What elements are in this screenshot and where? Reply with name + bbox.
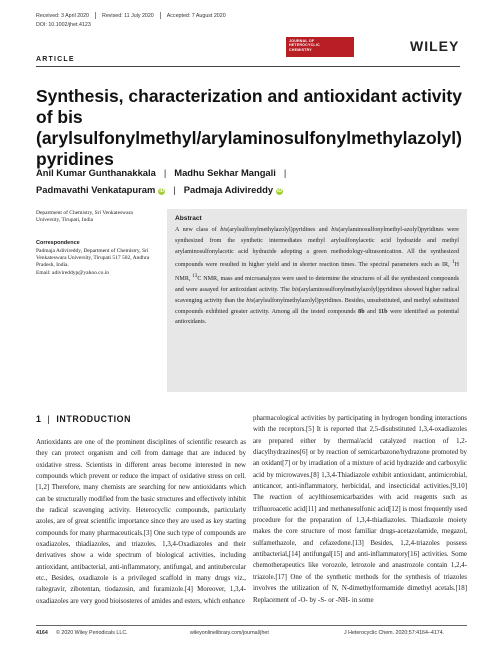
- abstract-box: [167, 209, 467, 392]
- correspondence-address: Padmaja Adivireddy, Department of Chemistry, Sri Venkateswara University, Tirupati 517 502, Andhra Pradesh, India.: [36, 248, 150, 269]
- correspondence-heading: Correspondence: [36, 240, 80, 246]
- section-title: INTRODUCTION: [56, 414, 132, 424]
- article-title: Synthesis, characterization and antioxidant activity of bis (arylsulfonylmethyl/arylaminosulfonylmethylazolyl) pyridines: [36, 86, 462, 169]
- author-separator: |: [163, 167, 167, 178]
- section-separator: |: [47, 414, 51, 424]
- author-separator: |: [173, 184, 176, 195]
- page-number: 4164: [36, 630, 48, 636]
- author-name[interactable]: Padmaja Adivireddy: [183, 184, 274, 195]
- date-separator: [95, 12, 96, 19]
- doi-link[interactable]: DOI: 10.1002/jhet.4123: [36, 22, 91, 28]
- section-number: 1: [36, 414, 42, 424]
- section-heading: [36, 414, 131, 424]
- footer-divider: [36, 625, 467, 626]
- date-separator: [160, 12, 161, 19]
- author-list: [36, 164, 466, 198]
- journal-logo-line: JOURNAL OF: [289, 39, 315, 43]
- author-name[interactable]: Padmavathi Venkatapuram: [36, 184, 156, 195]
- abstract-heading: Abstract: [175, 215, 202, 222]
- author-name[interactable]: Anil Kumar Gunthanakkala: [36, 167, 156, 178]
- abstract-text: A new class of bis(arylsulfonylmethylazolyl)pyridines and bis(arylaminosulfonylmethyl-azolyl)pyridines were synthesized from the synthetic intermediates methyl arylsulfonylacetic acid hydrazide and methyl arylaminosulfonylacetic acid hydrazide adopting a green methodology-ultrasonication. All the synthesized compounds were resulted in higher yield and in shorter reaction times. The spectral parameters such as IR, $^1$H NMR, $^{13}$C NMR, mass and microanalyzes were used to determine the structures of all the synthesized compounds and were assayed for antioxidant activity. The bis(arylaminosulfonylmethylazolyl)pyridines showed higher radical scavenging activity than the bis(arylsulfonylmethylazolyl)pyridines. Besides, unsubstituted, and methyl substituted compounds exhibited greater activity. Among all the tested compounds 8b and 11b were identified as potential antioxidants.: [175, 227, 460, 326]
- accepted-date: Accepted: 7 August 2020: [166, 12, 226, 19]
- journal-url[interactable]: wileyonlinelibrary.com/journal/jhet: [190, 630, 269, 636]
- header-divider: [36, 66, 460, 67]
- orcid-icon[interactable]: iD: [277, 188, 283, 194]
- author-separator: |: [283, 167, 287, 178]
- body-column-left: Antioxidants are one of the prominent disciplines of scientific research as they can protect organism and cell from damage that are induced by oxidative stress. Scientists in different areas become interested in new compounds which prevent or reduce the impact of oxidative stress on cell.[1,2] Therefore, many chemists are searching for new antioxidants which can be structurally modified from the basic structures and effectively inhibit the radical scavenging activity. Heterocyclic compounds, particularly azoles, are of great scientific importance since they are used as key starting compounds for many pharmaceuticals.[3] One such type of compounds are oxadiazoles, thiadiazoles, and triazoles. 1,3,4-Oxadiazoles and their derivatives show a wide spectrum of biological activities, including antioxidant, antibacterial, anti-inflammatory, antifungal, and antitubercular etc., Besides, oxadiazole is a privileged scaffold in many drugs viz., raltegravir, zibotentan, tiodazosin, and furamizole.[4] Moreover, 1,3,4-oxadiazoles are very good bioisosteres of amides and esters, which enhance: [36, 439, 246, 605]
- journal-logo: [286, 37, 354, 57]
- author-name[interactable]: Madhu Sekhar Mangali: [174, 167, 276, 178]
- body-column-right: pharmacological activities by participating in hydrogen bonding interactions with the receptors.[5] It is reported that 2,5-disubstituted 1,3,4-oxadiazoles are prepared either by thermal/acid catalyzed reaction of 1,2-diacylhydrazines[6] or by reaction of semicarbazone/hydrazone promoted by an oxidant[7] or by irradiation of a mixture of acid hydrazide and carboxylic acid by microwaves.[8] 1,3,4-Thiadiazole exhibit antioxidant, antimicrobial, anticancer, anti-inflammatory, herbicidal, and insecticidal activities.[9,10] The reaction of acylthiosemicarbazides with acid reagents such as trifluoroacetic acid[11] and methanesulfonic acid[12] is most frequently used procedure for the preparation of 1,3,4-thiadiazoles. Thiadiazole moiety makes the core structure of most familiar drugs-acetazolamide, megazol, sulfamethazole, and cefazedone.[13] Besides, 1,2,4-triazoles possess antibacterial,[14] antifungal[15] and anti-inflammatory[16] activities. Some chemotherapeutics like vorozole, letrozole and anastrozole contain 1,2,4-triazole.[17] One of the synthetic methods for the synthesis of triazoles involves the utilization of N, N-dimethylformamide dimethyl acetals.[18] Replacement of -O- by -S- or -NH- in some: [253, 415, 467, 604]
- publication-dates: [36, 12, 226, 19]
- affiliation: Department of Chemistry, Sri Venkateswara University, Tirupati, India: [36, 210, 133, 223]
- correspondence-email[interactable]: Email: adivireddyp@yahoo.co.in: [36, 269, 110, 276]
- orcid-icon[interactable]: iD: [159, 188, 165, 194]
- correspondence-block: [36, 248, 160, 277]
- journal-citation: J Heterocyclic Chem. 2020;57:4164–4174.: [344, 630, 445, 636]
- revised-date: Revised: 11 July 2020: [102, 12, 154, 19]
- article-type-label: ARTICLE: [36, 56, 75, 63]
- received-date: Received: 3 April 2020: [36, 12, 90, 19]
- copyright: © 2020 Wiley Periodicals LLC.: [56, 630, 128, 636]
- journal-logo-line: HETEROCYCLIC: [289, 43, 320, 48]
- journal-logo-line: CHEMISTRY: [289, 47, 312, 52]
- publisher-logo: WILEY: [410, 38, 460, 54]
